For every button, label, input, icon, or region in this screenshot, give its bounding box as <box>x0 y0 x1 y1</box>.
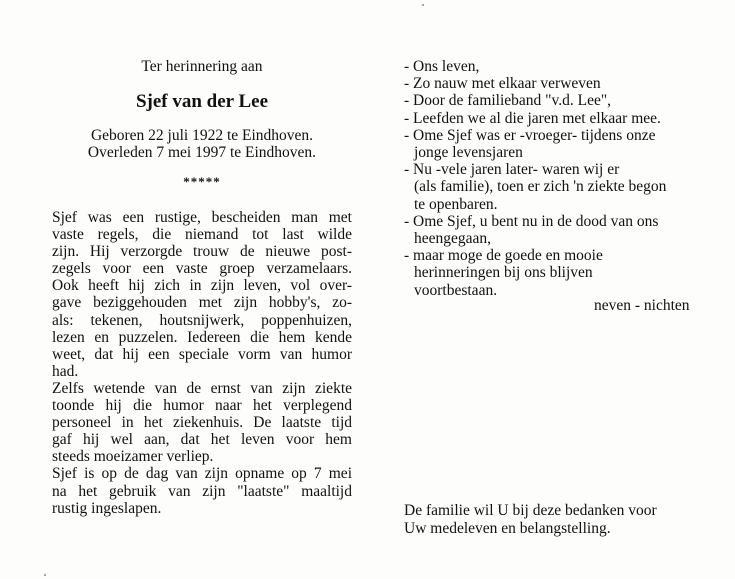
memorial-heading: Ter herinnering aan <box>141 58 263 75</box>
separator-stars: ***** <box>183 174 221 189</box>
bio-line: als: tekenen, houtsnijwerk, poppenhuizen, <box>52 311 352 329</box>
bio-line: personeel in het ziekenhuis. De laatste tijd <box>52 414 352 432</box>
birth-line: Geboren 22 juli 1922 te Eindhoven. <box>90 127 314 144</box>
bio-line: Sjef is op de dag van zijn opname op 7 mei <box>52 465 352 483</box>
right-page <box>404 58 714 299</box>
print-speck <box>422 4 424 6</box>
poem-line: - maar moge de goede en mooie <box>404 247 603 265</box>
bio-line: had. <box>52 362 79 380</box>
bio-line: zijn. Hij verzorgde trouw de nieuwe post- <box>52 243 352 261</box>
poem-signature: neven - nichten <box>594 297 690 314</box>
biography <box>52 209 352 517</box>
bio-line: Sjef was een rustige, bescheiden man met <box>52 209 352 226</box>
poem-line: - Door de familieband "v.d. Lee", <box>404 92 612 110</box>
bio-line: gaf hij wel aan, dat het leven voor hem <box>52 431 352 449</box>
poem-line: - Ome Sjef was er -vroeger- tijdens onze <box>404 126 656 144</box>
poem-line: - Leefden we al die jaren met elkaar mee. <box>404 109 661 127</box>
poem-line: te openbaren. <box>414 195 498 213</box>
bio-line: lezen en puzzelen. Iedereen die hem kende <box>52 328 352 346</box>
poem-line: herinneringen bij ons blijven <box>414 264 593 282</box>
poem-line: jonge levensjaren <box>414 144 523 162</box>
bio-line: na het gebruik van zijn "laatste" maaltijd <box>52 482 352 500</box>
bio-line: vaste regels, die niemand tot last wilde <box>52 226 352 244</box>
poem-line: - Ons leven, <box>404 58 480 75</box>
bio-line: rustig ingeslapen. <box>52 499 162 517</box>
bio-line: Ook heeft hij zich in zijn leven, vol over- <box>52 277 352 295</box>
bio-line: weet, dat hij een speciale vorm van humor <box>52 345 352 363</box>
bio-line: steeds moeizamer verliep. <box>52 448 214 466</box>
poem-line: - Nu -vele jaren later- waren wij er <box>404 161 620 179</box>
bio-line: zegels voor een vaste groep verzamelaars. <box>52 260 352 278</box>
life-dates <box>52 127 352 161</box>
thanks-line: De familie wil U bij deze bedanken voor <box>404 502 657 519</box>
poem-line: (als familie), toen er zich 'n ziekte begon <box>414 178 667 196</box>
poem-line: - Ome Sjef, u bent nu in de dood van ons <box>404 212 659 230</box>
bio-line: toonde hij die humor naar het verplegend <box>52 397 352 415</box>
bio-line: gave beziggehouden met zijn hobby's, zo- <box>52 294 352 312</box>
memorial-poem <box>404 58 714 299</box>
bio-line: Zelfs wetende van de ernst van zijn ziekte <box>52 379 352 397</box>
thanks-note <box>404 502 657 537</box>
poem-line: heengegaan, <box>414 230 492 248</box>
poem-line: - Zo nauw met elkaar verweven <box>404 75 601 93</box>
thanks-line: Uw medeleven en belangstelling. <box>404 519 611 537</box>
death-line: Overleden 7 mei 1997 te Eindhoven. <box>87 144 317 161</box>
poem-line: voortbestaan. <box>414 281 498 299</box>
left-page <box>52 57 352 517</box>
print-speck <box>44 574 46 576</box>
deceased-name: Sjef van der Lee <box>135 91 269 112</box>
